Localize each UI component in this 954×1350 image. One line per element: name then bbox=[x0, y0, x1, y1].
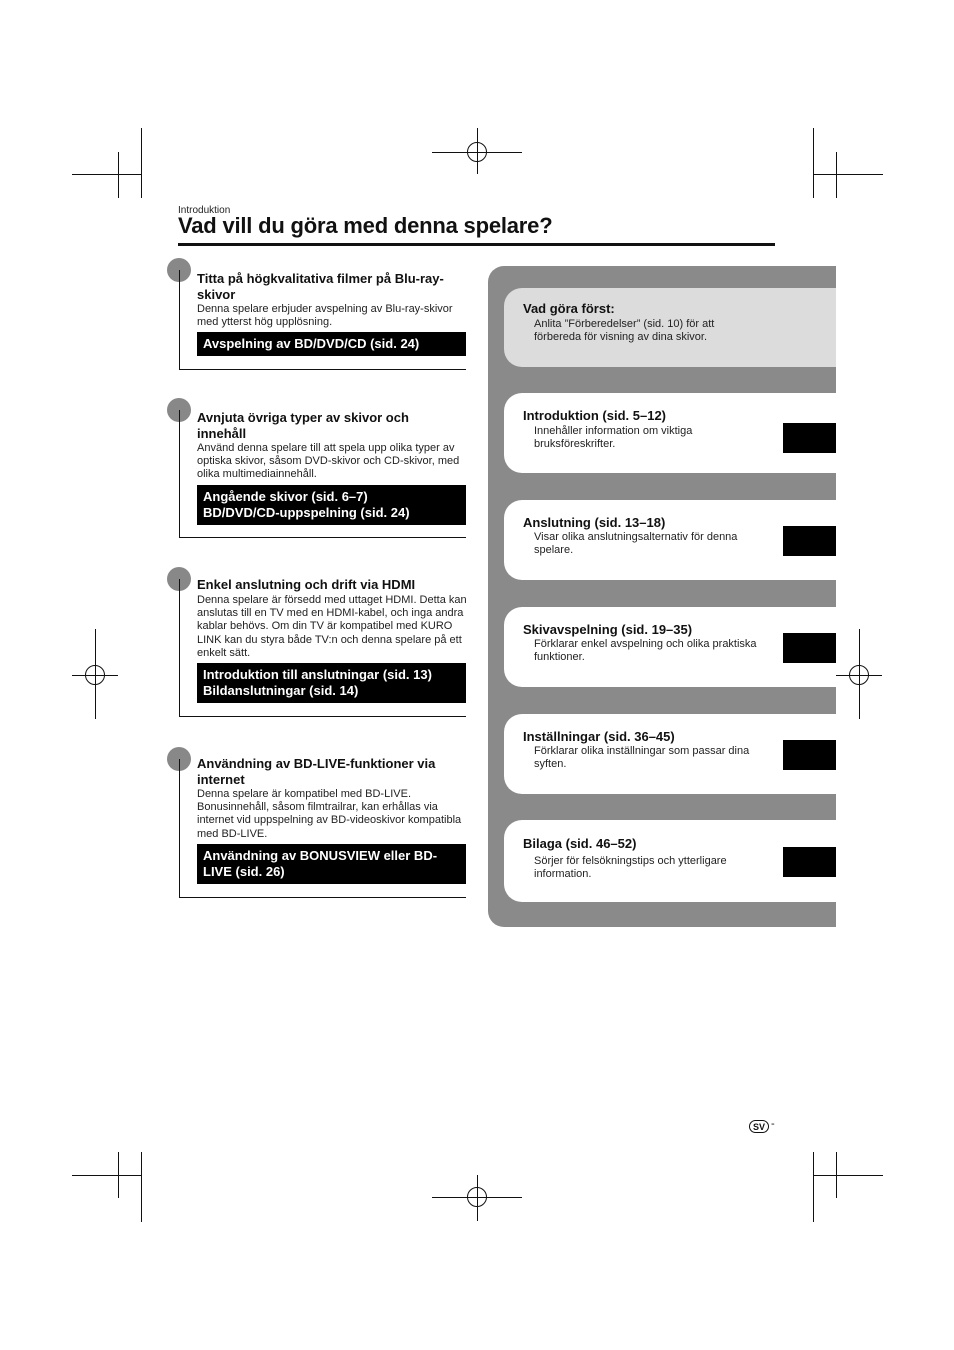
chapter-tab[interactable] bbox=[783, 847, 836, 877]
page-title: Vad vill du göra med denna spelare? bbox=[178, 213, 553, 238]
section-heading: Anslutning (sid. 13–18) bbox=[523, 515, 666, 530]
section-description: Sörjer för felsökningstips och ytterligare information. bbox=[534, 855, 727, 880]
feature-bluray bbox=[179, 258, 466, 370]
feature-link[interactable]: Introduktion till anslutningar (sid. 13) bbox=[203, 667, 432, 682]
chapter-tab[interactable] bbox=[783, 740, 836, 770]
section-heading: Vad göra först: bbox=[523, 301, 615, 316]
feature-link-box[interactable] bbox=[197, 663, 466, 703]
title-rule bbox=[178, 243, 775, 246]
feature-link[interactable]: Bildanslutningar (sid. 14) bbox=[203, 683, 359, 698]
chapter-tab[interactable] bbox=[783, 526, 836, 556]
feature-description: Denna spelare är försedd med uttaget HDMI. Detta kan anslutas till en TV med en HDMI-kabel, och inga andra kablar behövs. Om din TV är kompatibel med KURO LINK kan du styra både TV:n och denna spelare på ett enkelt sätt. bbox=[197, 594, 467, 659]
feature-link[interactable]: Användning av BONUSVIEW eller BD-LIVE (sid. 26) bbox=[203, 848, 438, 879]
chapter-tab[interactable] bbox=[783, 423, 836, 453]
section-heading: Inställningar (sid. 36–45) bbox=[523, 729, 675, 744]
feature-link[interactable]: Avspelning av BD/DVD/CD (sid. 24) bbox=[203, 336, 420, 351]
feature-hdmi bbox=[179, 567, 466, 717]
feature-heading: Användning av BD-LIVE-funktioner via internet bbox=[197, 756, 436, 787]
feature-heading: Avnjuta övriga typer av skivor och innehåll bbox=[197, 410, 409, 441]
section-description: Anlita ”Förberedelser” (sid. 10) för att förbereda för visning av dina skivor. bbox=[534, 318, 715, 343]
page-number: - bbox=[771, 1118, 775, 1130]
feature-description: Denna spelare är kompatibel med BD-LIVE. Bonusinnehåll, såsom filmtrailrar, kan erhållas via internet vid uppspelning av BD-videoskivor kompatibla med BD-LIVE. bbox=[197, 788, 462, 840]
feature-link[interactable]: Angående skivor (sid. 6–7) bbox=[203, 489, 368, 504]
chapter-tab[interactable] bbox=[783, 633, 836, 663]
feature-description: Använd denna spelare till att spela upp olika typer av optiska skivor, såsom DVD-skivor och CD-skivor, med olika multimediainnehåll. bbox=[197, 442, 460, 481]
feature-description: Denna spelare erbjuder avspelning av Blu-ray-skivor med ytterst hög upplösning. bbox=[197, 303, 453, 329]
feature-link-box[interactable] bbox=[197, 485, 466, 525]
section-description: Förklarar enkel avspelning och olika praktiska funktioner. bbox=[534, 638, 757, 663]
section-heading: Bilaga (sid. 46–52) bbox=[523, 836, 637, 851]
section-card-getting-started[interactable] bbox=[504, 288, 836, 367]
feature-heading: Enkel anslutning och drift via HDMI bbox=[197, 577, 416, 592]
section-description: Visar olika anslutningsalternativ för denna spelare. bbox=[534, 531, 738, 556]
feature-link-box[interactable] bbox=[197, 844, 466, 884]
section-label: Introduktion bbox=[178, 205, 231, 216]
feature-link-box[interactable] bbox=[197, 332, 466, 356]
section-heading: Introduktion (sid. 5–12) bbox=[523, 408, 667, 423]
section-description: Innehåller information om viktiga bruksföreskrifter. bbox=[534, 425, 693, 450]
feature-other-discs bbox=[179, 398, 466, 538]
feature-heading: Titta på högkvalitativa filmer på Blu-ray-skivor bbox=[197, 271, 444, 302]
feature-link[interactable]: BD/DVD/CD-uppspelning (sid. 24) bbox=[203, 505, 410, 520]
language-badge: SV bbox=[749, 1120, 769, 1133]
section-heading: Skivavspelning (sid. 19–35) bbox=[523, 622, 693, 637]
section-description: Förklarar olika inställningar som passar dina syften. bbox=[534, 745, 750, 770]
feature-bdlive bbox=[179, 747, 466, 898]
